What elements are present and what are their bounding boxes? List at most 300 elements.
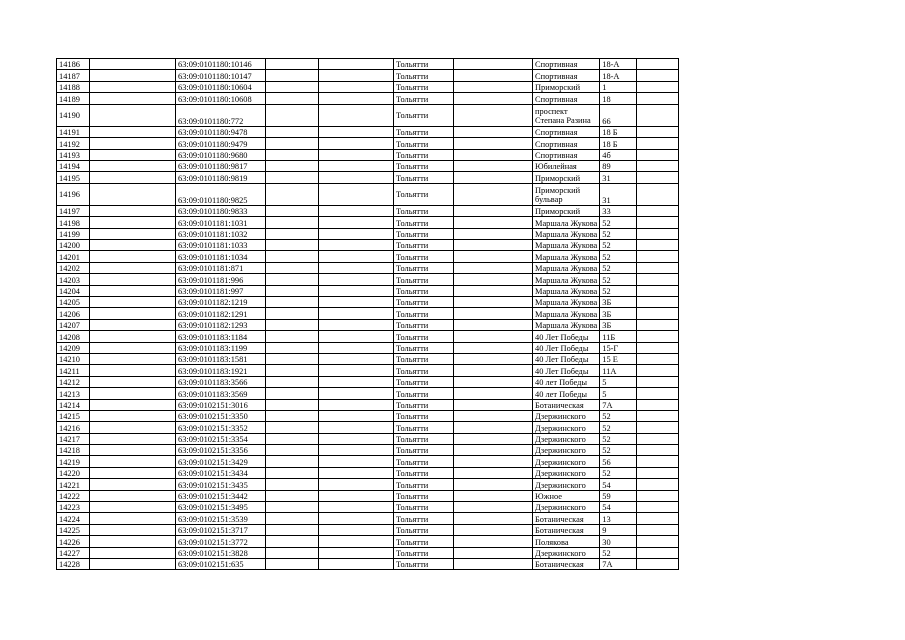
city-cell: Тольятти bbox=[394, 433, 454, 444]
blank-cell bbox=[454, 81, 533, 92]
blank-cell bbox=[637, 104, 679, 126]
blank-cell bbox=[454, 388, 533, 399]
blank-cell bbox=[454, 205, 533, 216]
house-number-cell: 66 bbox=[600, 104, 637, 126]
blank-cell bbox=[454, 365, 533, 376]
blank-cell bbox=[637, 547, 679, 558]
table-row bbox=[57, 456, 679, 467]
blank-cell bbox=[319, 240, 394, 251]
house-number-cell: 3Б bbox=[600, 308, 637, 319]
cadastral-number-cell: 63:09:0102151:3434 bbox=[176, 467, 266, 478]
blank-cell bbox=[319, 490, 394, 501]
city-cell: Тольятти bbox=[394, 274, 454, 285]
record-number-cell: 14223 bbox=[57, 502, 90, 513]
street-cell: Спортивная bbox=[533, 149, 600, 160]
record-number-cell: 14228 bbox=[57, 559, 90, 570]
blank-cell bbox=[266, 217, 319, 228]
house-number-cell: 54 bbox=[600, 502, 637, 513]
cadastral-number-cell: 63:09:0101180:9819 bbox=[176, 172, 266, 183]
street-cell: Спортивная bbox=[533, 138, 600, 149]
table-row bbox=[57, 524, 679, 535]
records-table bbox=[56, 58, 679, 570]
blank-cell bbox=[454, 160, 533, 171]
blank-cell bbox=[90, 536, 176, 547]
cadastral-number-cell: 63:09:0101180:9680 bbox=[176, 149, 266, 160]
record-number-cell: 14222 bbox=[57, 490, 90, 501]
cadastral-number-cell: 63:09:0102151:3495 bbox=[176, 502, 266, 513]
blank-cell bbox=[637, 285, 679, 296]
blank-cell bbox=[90, 388, 176, 399]
record-number-cell: 14214 bbox=[57, 399, 90, 410]
record-number-cell: 14189 bbox=[57, 93, 90, 104]
blank-cell bbox=[266, 410, 319, 421]
record-number-cell: 14198 bbox=[57, 217, 90, 228]
blank-cell bbox=[90, 183, 176, 205]
blank-cell bbox=[454, 274, 533, 285]
blank-cell bbox=[454, 126, 533, 137]
record-number-cell: 14203 bbox=[57, 274, 90, 285]
city-cell: Тольятти bbox=[394, 365, 454, 376]
table-row bbox=[57, 559, 679, 570]
table-row bbox=[57, 479, 679, 490]
table-row bbox=[57, 183, 679, 205]
blank-cell bbox=[319, 262, 394, 273]
blank-cell bbox=[319, 70, 394, 81]
house-number-cell: 4б bbox=[600, 149, 637, 160]
street-cell: Дзержинского bbox=[533, 433, 600, 444]
blank-cell bbox=[454, 262, 533, 273]
cadastral-number-cell: 63:09:0101182:1293 bbox=[176, 319, 266, 330]
street-cell: Спортивная bbox=[533, 70, 600, 81]
table-row bbox=[57, 297, 679, 308]
house-number-cell: 89 bbox=[600, 160, 637, 171]
blank-cell bbox=[266, 479, 319, 490]
house-number-cell: 52 bbox=[600, 274, 637, 285]
record-number-cell: 14221 bbox=[57, 479, 90, 490]
blank-cell bbox=[90, 365, 176, 376]
blank-cell bbox=[90, 456, 176, 467]
house-number-cell: 18 Б bbox=[600, 126, 637, 137]
street-cell: Дзержинского bbox=[533, 467, 600, 478]
blank-cell bbox=[90, 547, 176, 558]
blank-cell bbox=[90, 353, 176, 364]
blank-cell bbox=[90, 342, 176, 353]
record-number-cell: 14206 bbox=[57, 308, 90, 319]
cadastral-number-cell: 63:09:0101180:10146 bbox=[176, 59, 266, 70]
city-cell: Тольятти bbox=[394, 467, 454, 478]
blank-cell bbox=[319, 81, 394, 92]
blank-cell bbox=[319, 205, 394, 216]
blank-cell bbox=[90, 251, 176, 262]
street-cell: Ботаническая bbox=[533, 399, 600, 410]
cadastral-number-cell: 63:09:0101180:9833 bbox=[176, 205, 266, 216]
blank-cell bbox=[266, 388, 319, 399]
blank-cell bbox=[266, 353, 319, 364]
blank-cell bbox=[319, 172, 394, 183]
blank-cell bbox=[90, 104, 176, 126]
street-cell: 40 лет Победы bbox=[533, 388, 600, 399]
street-cell: 40 лет Победы bbox=[533, 376, 600, 387]
house-number-cell: 52 bbox=[600, 410, 637, 421]
city-cell: Тольятти bbox=[394, 308, 454, 319]
city-cell: Тольятти bbox=[394, 297, 454, 308]
cadastral-number-cell: 63:09:0102151:3435 bbox=[176, 479, 266, 490]
blank-cell bbox=[90, 172, 176, 183]
blank-cell bbox=[319, 479, 394, 490]
city-cell: Тольятти bbox=[394, 81, 454, 92]
table-row bbox=[57, 502, 679, 513]
cadastral-number-cell: 63:09:0101180:10604 bbox=[176, 81, 266, 92]
cadastral-number-cell: 63:09:0101180:772 bbox=[176, 104, 266, 126]
blank-cell bbox=[266, 331, 319, 342]
blank-cell bbox=[90, 297, 176, 308]
blank-cell bbox=[90, 205, 176, 216]
blank-cell bbox=[90, 274, 176, 285]
blank-cell bbox=[319, 399, 394, 410]
street-cell: Маршала Жукова bbox=[533, 240, 600, 251]
cadastral-number-cell: 63:09:0101181:996 bbox=[176, 274, 266, 285]
table-row bbox=[57, 433, 679, 444]
blank-cell bbox=[637, 240, 679, 251]
house-number-cell: 30 bbox=[600, 536, 637, 547]
blank-cell bbox=[637, 502, 679, 513]
blank-cell bbox=[637, 126, 679, 137]
table-row bbox=[57, 331, 679, 342]
blank-cell bbox=[319, 388, 394, 399]
house-number-cell: 52 bbox=[600, 240, 637, 251]
blank-cell bbox=[637, 297, 679, 308]
record-number-cell: 14199 bbox=[57, 228, 90, 239]
record-number-cell: 14217 bbox=[57, 433, 90, 444]
blank-cell bbox=[90, 81, 176, 92]
blank-cell bbox=[319, 160, 394, 171]
record-number-cell: 14188 bbox=[57, 81, 90, 92]
cadastral-number-cell: 63:09:0102151:635 bbox=[176, 559, 266, 570]
street-cell: Юбилейная bbox=[533, 160, 600, 171]
record-number-cell: 14195 bbox=[57, 172, 90, 183]
blank-cell bbox=[90, 376, 176, 387]
city-cell: Тольятти bbox=[394, 262, 454, 273]
record-number-cell: 14193 bbox=[57, 149, 90, 160]
table-row bbox=[57, 138, 679, 149]
blank-cell bbox=[637, 183, 679, 205]
blank-cell bbox=[319, 228, 394, 239]
street-cell: Ботаническая bbox=[533, 513, 600, 524]
city-cell: Тольятти bbox=[394, 126, 454, 137]
cadastral-number-cell: 63:09:0101180:9817 bbox=[176, 160, 266, 171]
blank-cell bbox=[90, 490, 176, 501]
blank-cell bbox=[454, 297, 533, 308]
cadastral-number-cell: 63:09:0101181:1031 bbox=[176, 217, 266, 228]
blank-cell bbox=[90, 502, 176, 513]
table-row bbox=[57, 422, 679, 433]
blank-cell bbox=[266, 228, 319, 239]
record-number-cell: 14211 bbox=[57, 365, 90, 376]
street-cell: Дзержинского bbox=[533, 547, 600, 558]
cadastral-number-cell: 63:09:0101183:1581 bbox=[176, 353, 266, 364]
blank-cell bbox=[637, 353, 679, 364]
blank-cell bbox=[637, 399, 679, 410]
table-row bbox=[57, 285, 679, 296]
blank-cell bbox=[454, 376, 533, 387]
blank-cell bbox=[637, 433, 679, 444]
house-number-cell: 52 bbox=[600, 285, 637, 296]
city-cell: Тольятти bbox=[394, 172, 454, 183]
blank-cell bbox=[266, 342, 319, 353]
record-number-cell: 14220 bbox=[57, 467, 90, 478]
blank-cell bbox=[90, 240, 176, 251]
record-number-cell: 14225 bbox=[57, 524, 90, 535]
blank-cell bbox=[90, 559, 176, 570]
blank-cell bbox=[454, 183, 533, 205]
blank-cell bbox=[266, 104, 319, 126]
record-number-cell: 14208 bbox=[57, 331, 90, 342]
record-number-cell: 14200 bbox=[57, 240, 90, 251]
blank-cell bbox=[319, 59, 394, 70]
blank-cell bbox=[90, 513, 176, 524]
city-cell: Тольятти bbox=[394, 490, 454, 501]
record-number-cell: 14213 bbox=[57, 388, 90, 399]
blank-cell bbox=[90, 467, 176, 478]
city-cell: Тольятти bbox=[394, 93, 454, 104]
house-number-cell: 59 bbox=[600, 490, 637, 501]
house-number-cell: 11А bbox=[600, 365, 637, 376]
record-number-cell: 14226 bbox=[57, 536, 90, 547]
street-cell: 40 Лет Победы bbox=[533, 353, 600, 364]
blank-cell bbox=[319, 536, 394, 547]
blank-cell bbox=[90, 399, 176, 410]
blank-cell bbox=[266, 536, 319, 547]
cadastral-number-cell: 63:09:0101183:1921 bbox=[176, 365, 266, 376]
city-cell: Тольятти bbox=[394, 70, 454, 81]
city-cell: Тольятти bbox=[394, 331, 454, 342]
cadastral-number-cell: 63:09:0102151:3429 bbox=[176, 456, 266, 467]
city-cell: Тольятти bbox=[394, 104, 454, 126]
house-number-cell: 56 bbox=[600, 456, 637, 467]
blank-cell bbox=[454, 70, 533, 81]
city-cell: Тольятти bbox=[394, 319, 454, 330]
street-cell: Приморский бульвар bbox=[533, 183, 600, 205]
table-row bbox=[57, 547, 679, 558]
blank-cell bbox=[90, 262, 176, 273]
record-number-cell: 14219 bbox=[57, 456, 90, 467]
cadastral-number-cell: 63:09:0101182:1219 bbox=[176, 297, 266, 308]
table-row bbox=[57, 205, 679, 216]
cadastral-number-cell: 63:09:0102151:3016 bbox=[176, 399, 266, 410]
table-row bbox=[57, 228, 679, 239]
blank-cell bbox=[319, 331, 394, 342]
record-number-cell: 14218 bbox=[57, 445, 90, 456]
blank-cell bbox=[319, 376, 394, 387]
blank-cell bbox=[90, 217, 176, 228]
blank-cell bbox=[637, 81, 679, 92]
blank-cell bbox=[637, 410, 679, 421]
blank-cell bbox=[266, 376, 319, 387]
cadastral-number-cell: 63:09:0101183:3569 bbox=[176, 388, 266, 399]
record-number-cell: 14215 bbox=[57, 410, 90, 421]
table-row bbox=[57, 388, 679, 399]
street-cell: Маршала Жукова bbox=[533, 251, 600, 262]
city-cell: Тольятти bbox=[394, 183, 454, 205]
blank-cell bbox=[637, 160, 679, 171]
blank-cell bbox=[637, 479, 679, 490]
blank-cell bbox=[319, 138, 394, 149]
street-cell: Спортивная bbox=[533, 93, 600, 104]
cadastral-number-cell: 63:09:0101180:9478 bbox=[176, 126, 266, 137]
city-cell: Тольятти bbox=[394, 149, 454, 160]
blank-cell bbox=[90, 524, 176, 535]
blank-cell bbox=[266, 70, 319, 81]
table-row bbox=[57, 467, 679, 478]
cadastral-number-cell: 63:09:0101183:1184 bbox=[176, 331, 266, 342]
blank-cell bbox=[454, 456, 533, 467]
blank-cell bbox=[454, 240, 533, 251]
table-row bbox=[57, 365, 679, 376]
cadastral-number-cell: 63:09:0101181:871 bbox=[176, 262, 266, 273]
blank-cell bbox=[319, 433, 394, 444]
blank-cell bbox=[266, 559, 319, 570]
house-number-cell: 9 bbox=[600, 524, 637, 535]
house-number-cell: 33 bbox=[600, 205, 637, 216]
house-number-cell: 18-А bbox=[600, 70, 637, 81]
blank-cell bbox=[637, 70, 679, 81]
city-cell: Тольятти bbox=[394, 410, 454, 421]
blank-cell bbox=[319, 183, 394, 205]
blank-cell bbox=[637, 251, 679, 262]
blank-cell bbox=[90, 160, 176, 171]
record-number-cell: 14216 bbox=[57, 422, 90, 433]
table-body bbox=[57, 59, 679, 570]
house-number-cell: 3Б bbox=[600, 297, 637, 308]
street-cell: 40 Лет Победы bbox=[533, 365, 600, 376]
street-cell: Маршала Жукова bbox=[533, 297, 600, 308]
blank-cell bbox=[637, 388, 679, 399]
cadastral-number-cell: 63:09:0102151:3772 bbox=[176, 536, 266, 547]
cadastral-number-cell: 63:09:0101183:3566 bbox=[176, 376, 266, 387]
city-cell: Тольятти bbox=[394, 285, 454, 296]
blank-cell bbox=[319, 365, 394, 376]
blank-cell bbox=[454, 502, 533, 513]
street-cell: Приморский bbox=[533, 205, 600, 216]
cadastral-number-cell: 63:09:0101180:9479 bbox=[176, 138, 266, 149]
blank-cell bbox=[319, 297, 394, 308]
table-row bbox=[57, 308, 679, 319]
street-cell: Спортивная bbox=[533, 59, 600, 70]
city-cell: Тольятти bbox=[394, 456, 454, 467]
street-cell: Полякова bbox=[533, 536, 600, 547]
blank-cell bbox=[90, 228, 176, 239]
blank-cell bbox=[637, 93, 679, 104]
cadastral-number-cell: 63:09:0101180:9825 bbox=[176, 183, 266, 205]
record-number-cell: 14201 bbox=[57, 251, 90, 262]
blank-cell bbox=[637, 445, 679, 456]
blank-cell bbox=[266, 422, 319, 433]
city-cell: Тольятти bbox=[394, 513, 454, 524]
blank-cell bbox=[266, 138, 319, 149]
city-cell: Тольятти bbox=[394, 251, 454, 262]
table-row bbox=[57, 81, 679, 92]
city-cell: Тольятти bbox=[394, 59, 454, 70]
city-cell: Тольятти bbox=[394, 376, 454, 387]
table-row bbox=[57, 104, 679, 126]
blank-cell bbox=[637, 456, 679, 467]
blank-cell bbox=[454, 445, 533, 456]
street-cell: Ботаническая bbox=[533, 559, 600, 570]
blank-cell bbox=[637, 331, 679, 342]
city-cell: Тольятти bbox=[394, 399, 454, 410]
blank-cell bbox=[637, 274, 679, 285]
blank-cell bbox=[319, 547, 394, 558]
blank-cell bbox=[454, 172, 533, 183]
table-row bbox=[57, 240, 679, 251]
table-row bbox=[57, 490, 679, 501]
blank-cell bbox=[637, 205, 679, 216]
blank-cell bbox=[266, 160, 319, 171]
house-number-cell: 11Б bbox=[600, 331, 637, 342]
record-number-cell: 14227 bbox=[57, 547, 90, 558]
street-cell: Маршала Жукова bbox=[533, 274, 600, 285]
record-number-cell: 14202 bbox=[57, 262, 90, 273]
street-cell: Дзержинского bbox=[533, 410, 600, 421]
record-number-cell: 14191 bbox=[57, 126, 90, 137]
table-row bbox=[57, 70, 679, 81]
blank-cell bbox=[266, 433, 319, 444]
house-number-cell: 52 bbox=[600, 547, 637, 558]
blank-cell bbox=[319, 456, 394, 467]
blank-cell bbox=[454, 138, 533, 149]
blank-cell bbox=[454, 399, 533, 410]
blank-cell bbox=[90, 433, 176, 444]
house-number-cell: 52 bbox=[600, 433, 637, 444]
street-cell: Приморский bbox=[533, 172, 600, 183]
house-number-cell: 52 bbox=[600, 467, 637, 478]
city-cell: Тольятти bbox=[394, 205, 454, 216]
blank-cell bbox=[319, 502, 394, 513]
table-row bbox=[57, 149, 679, 160]
blank-cell bbox=[454, 93, 533, 104]
blank-cell bbox=[266, 524, 319, 535]
blank-cell bbox=[90, 59, 176, 70]
blank-cell bbox=[266, 274, 319, 285]
blank-cell bbox=[637, 524, 679, 535]
street-cell: Спортивная bbox=[533, 126, 600, 137]
blank-cell bbox=[637, 149, 679, 160]
blank-cell bbox=[319, 524, 394, 535]
city-cell: Тольятти bbox=[394, 342, 454, 353]
blank-cell bbox=[637, 467, 679, 478]
blank-cell bbox=[90, 319, 176, 330]
street-cell: 40 Лет Победы bbox=[533, 331, 600, 342]
street-cell: Южное bbox=[533, 490, 600, 501]
cadastral-number-cell: 63:09:0101181:997 bbox=[176, 285, 266, 296]
blank-cell bbox=[266, 456, 319, 467]
blank-cell bbox=[266, 183, 319, 205]
blank-cell bbox=[637, 376, 679, 387]
blank-cell bbox=[454, 490, 533, 501]
cadastral-number-cell: 63:09:0102151:3717 bbox=[176, 524, 266, 535]
record-number-cell: 14192 bbox=[57, 138, 90, 149]
record-number-cell: 14196 bbox=[57, 183, 90, 205]
record-number-cell: 14190 bbox=[57, 104, 90, 126]
blank-cell bbox=[319, 93, 394, 104]
blank-cell bbox=[266, 308, 319, 319]
street-cell: Маршала Жукова bbox=[533, 228, 600, 239]
blank-cell bbox=[90, 70, 176, 81]
house-number-cell: 52 bbox=[600, 422, 637, 433]
blank-cell bbox=[266, 81, 319, 92]
blank-cell bbox=[454, 251, 533, 262]
blank-cell bbox=[266, 205, 319, 216]
